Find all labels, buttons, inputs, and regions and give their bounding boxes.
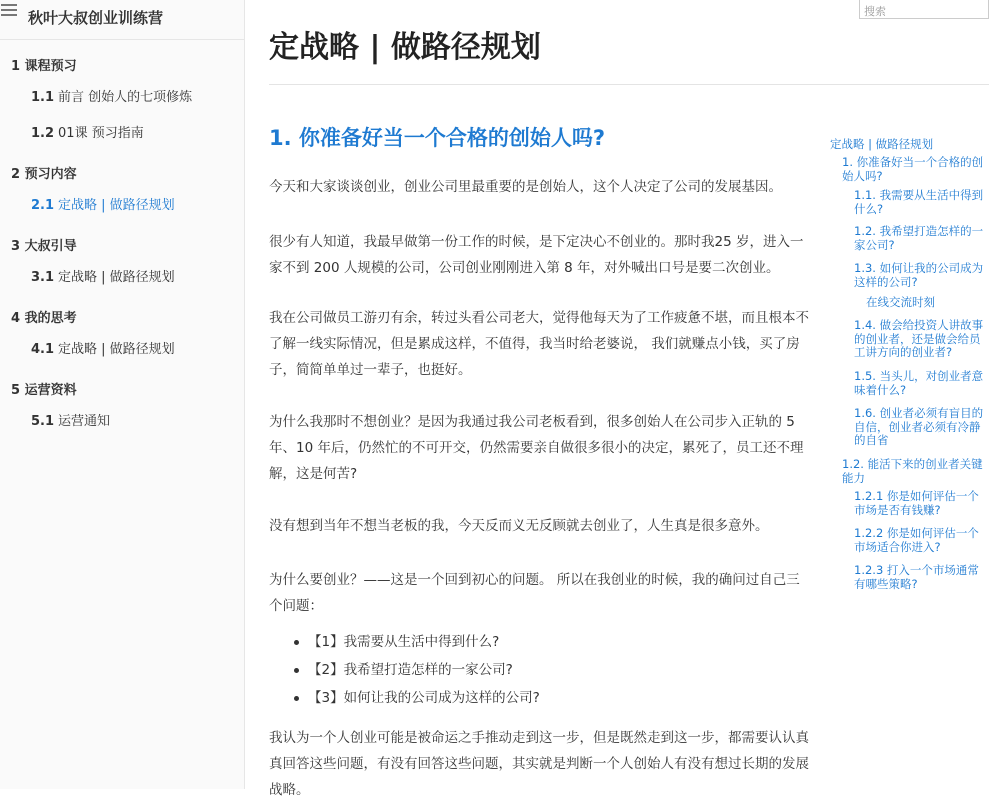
toc-item-label: 定战略 | 做路径规划 [58,342,175,357]
outline-link[interactable]: 1.2. 我希望打造怎样的一家公司? [854,224,984,252]
toc-item-number: 4.1 [31,342,55,357]
chapter-5[interactable]: 5 运营资料 [11,383,77,398]
toc-item[interactable] [31,266,175,285]
toc-item-number: 5.1 [31,414,55,429]
toc-item-number: 3.1 [31,270,55,285]
outline-link[interactable]: 1.2.2 你是如何评估一个市场适合你进入? [854,526,979,554]
toc-item[interactable] [31,338,175,357]
toc-item-label: 定战略 | 做路径规划 [58,270,175,285]
bullet-icon [294,668,299,673]
list-item [269,656,540,684]
toc-item[interactable] [31,410,110,429]
outline-link[interactable]: 1.3. 如何让我的公司成为这样的公司? [854,261,984,289]
outline-link[interactable]: 定战略 | 做路径规划 [830,137,934,151]
paragraph: 没有想到当年不想当老板的我，今天反而义无反顾就去创业了，人生真是很多意外。 [269,518,769,534]
toc-item-number: 2.1 [31,198,55,213]
question-list [269,628,540,712]
outline-link[interactable]: 1.2. 能活下来的创业者关键能力 [842,457,983,485]
toc-item-number: 1.1 [31,90,55,105]
toc-item[interactable] [31,86,192,105]
outline-link[interactable]: 1.2.3 打入一个市场通常有哪些策略? [854,563,979,591]
outline-link[interactable]: 1.5. 当头儿，对创业者意味着什么? [854,369,984,397]
title-divider [269,84,989,85]
toc-item-label: 定战略 | 做路径规划 [58,198,175,213]
chapter-4[interactable]: 4 我的思考 [11,311,77,326]
outline-link[interactable]: 在线交流时刻 [866,295,935,309]
toc-item-label: 前言 创始人的七项修炼 [58,90,193,105]
list-item-text: 【1】我需要从生活中得到什么? [308,634,500,650]
outline-link[interactable]: 1.4. 做会给投资人讲故事的创业者，还是做会给员工讲方向的创业者? [854,318,984,359]
list-item [269,628,540,656]
paragraph: 我在公司做员工游刃有余，转过头看公司老大，觉得他每天为了工作疲惫不堪，而且根本不了解一线实际情况，但是累成这样，不值得，我当时给老婆说， 我们就赚点小钱，买了房子，简简单单过一辈子，也挺好。 [269,310,809,378]
sidebar [0,0,245,789]
chapter-3[interactable]: 3 大叔引导 [11,239,77,254]
paragraph: 我认为一个人创业可能是被命运之手推动走到这一步，但是既然走到这一步，都需要认认真真回答这些问题，有没有回答这些问题，其实就是判断一个人创始人有没有想过长期的发展战略。 [269,730,809,798]
list-item [269,684,540,712]
page-title: 定战略 | 做路径规划 [269,30,541,65]
paragraph: 很少有人知道，我最早做第一份工作的时候，是下定决心不创业的。那时我25 岁，进入一家不到 200 人规模的公司，公司创业刚刚进入第 8 年，对外喊出口号是要二次创业。 [269,234,804,276]
list-item-text: 【2】我希望打造怎样的一家公司? [308,662,513,678]
paragraph: 为什么我那时不想创业？是因为我通过我公司老板看到，很多创始人在公司步入正轨的 5 年、10 年后，仍然忙的不可开交，仍然需要亲自做很多很小的决定，累死了，员工还不理解，这是何苦? [269,414,804,482]
hamburger-menu-icon[interactable] [1,4,17,16]
outline-link[interactable]: 1.2.1 你是如何评估一个市场是否有钱赚? [854,489,979,517]
bullet-icon [294,640,299,645]
toc-item-active[interactable] [31,194,175,213]
sidebar-header [0,0,244,40]
main-content [246,0,989,798]
list-item-text: 【3】如何让我的公司成为这样的公司? [308,690,540,706]
bullet-icon [294,696,299,701]
search-input[interactable]: 搜索 [859,0,989,19]
toc-item[interactable] [31,122,144,141]
toc-item-number: 1.2 [31,126,55,141]
section-heading: 1. 你准备好当一个合格的创始人吗? [269,126,606,150]
chapter-2[interactable]: 2 预习内容 [11,167,77,182]
book-title: 秋叶大叔创业训练营 [28,9,164,27]
toc-item-label: 运营通知 [58,414,111,429]
outline-link[interactable]: 1.6. 创业者必须有盲目的自信，创业者必须有冷静的自省 [854,406,984,447]
outline-link[interactable]: 1.1. 我需要从生活中得到什么? [854,188,984,216]
paragraph: 今天和大家谈谈创业，创业公司里最重要的是创始人，这个人决定了公司的发展基因。 [269,179,782,195]
toc-item-label: 01课 预习指南 [58,126,144,141]
outline-link[interactable]: 1. 你准备好当一个合格的创始人吗? [842,155,984,183]
chapter-1[interactable]: 1 课程预习 [11,59,77,74]
paragraph: 为什么要创业？——这是一个回到初心的问题。 所以在我创业的时候，我的确问过自己三个问题： [269,572,800,614]
